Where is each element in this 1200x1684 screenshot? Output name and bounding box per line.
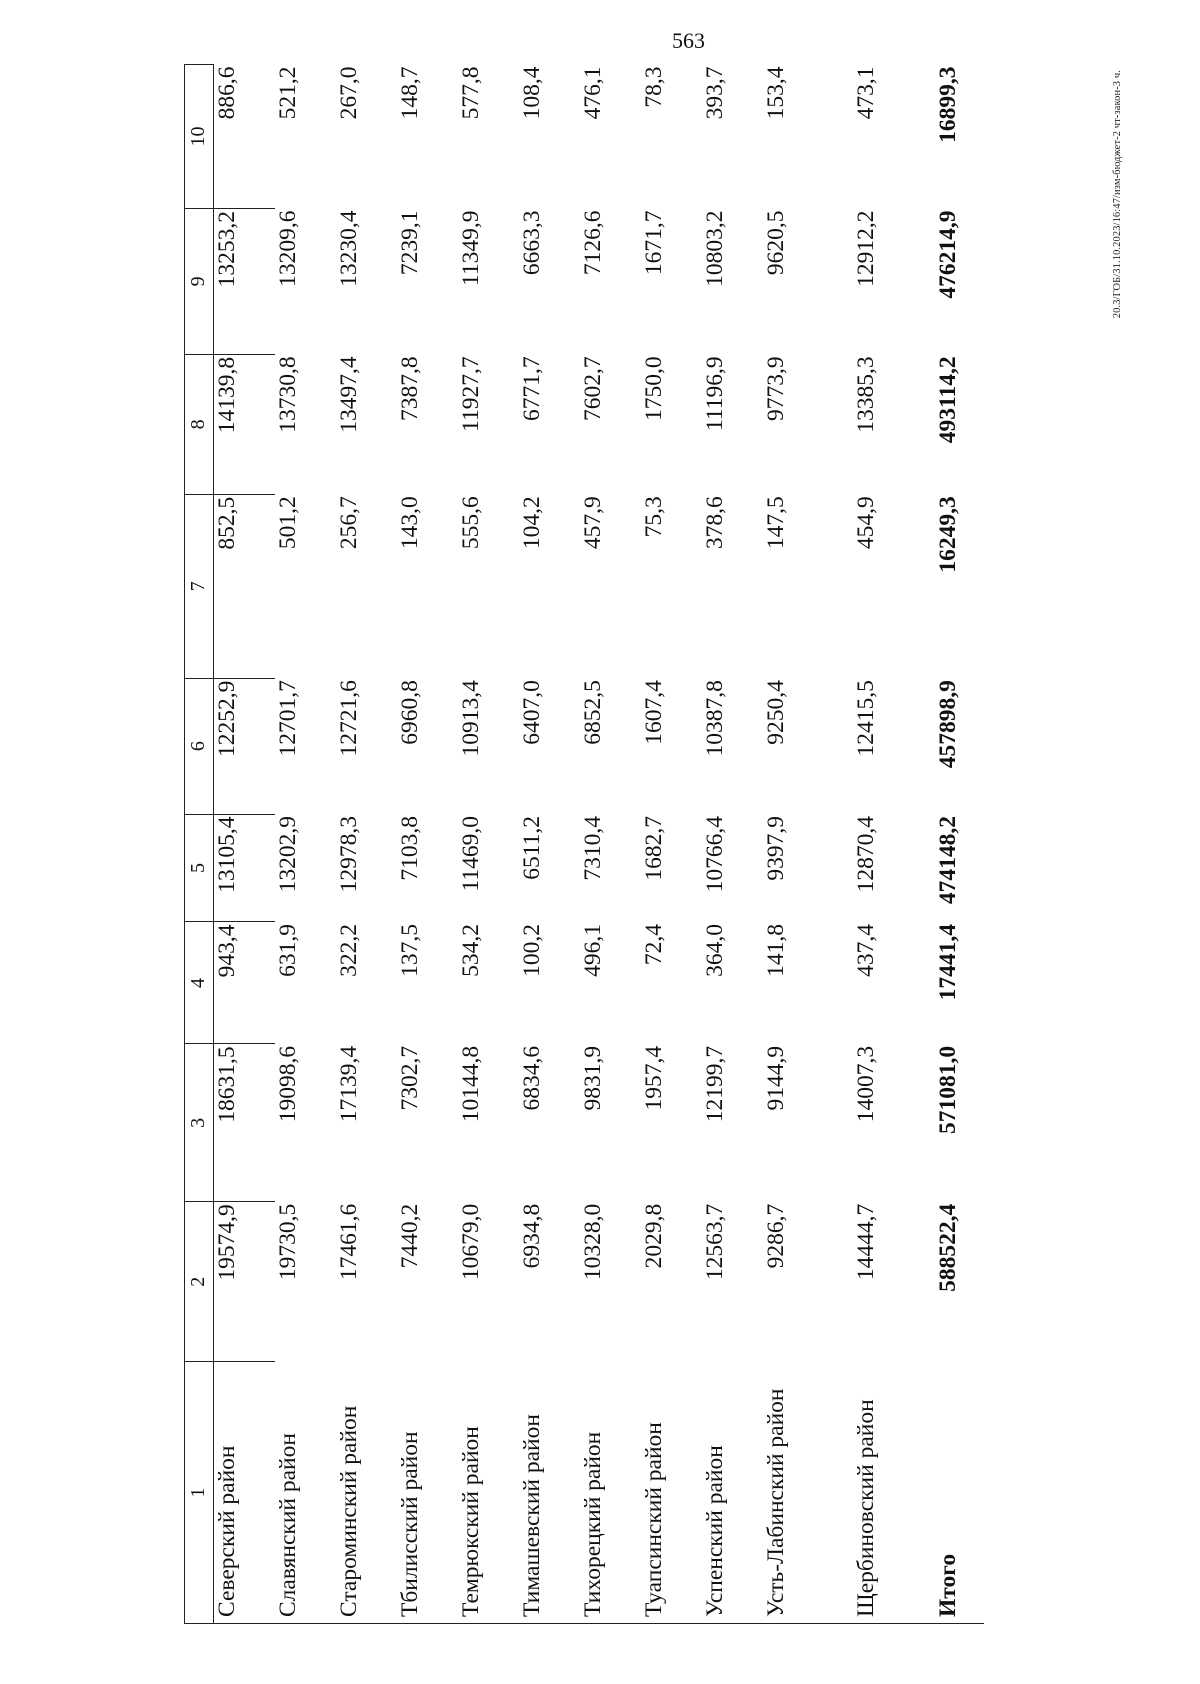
value-cell: 17139,4 [336,1045,362,1123]
value-cell: 7602,7 [580,356,606,421]
total-value-cell: 17441,4 [935,923,962,1001]
value-cell: 18631,5 [214,1044,276,1202]
table-row [580,65,641,1624]
district-name-cell: Тбилисский район [397,1362,458,1624]
value-cell: 6407,0 [519,680,545,745]
value-cell: 473,1 [853,66,879,120]
budget-table-container [184,64,1064,1624]
table-row [214,65,276,1624]
value-cell: 6771,7 [519,356,545,421]
total-value-cell: 16249,3 [935,496,962,573]
value-cell: 1682,7 [641,816,667,881]
value-cell: 12912,2 [853,210,879,287]
total-row [914,65,984,1624]
value-cell: 12978,3 [336,816,362,893]
value-cell: 476,1 [580,66,606,120]
value-cell: 7310,4 [580,816,606,881]
value-cell: 9620,5 [763,210,789,276]
value-cell: 322,2 [336,923,362,977]
value-cell: 13730,8 [275,356,301,433]
value-cell: 104,2 [519,496,545,550]
value-cell: 256,7 [336,496,362,550]
value-cell: 9144,9 [763,1045,789,1111]
value-cell: 11927,7 [458,356,484,432]
column-header-5: 5 [185,814,214,922]
total-value-cell: 493114,2 [935,356,962,444]
table-row [397,65,458,1624]
value-cell: 13105,4 [214,814,276,922]
value-cell: 9831,9 [580,1045,606,1111]
total-value-cell: 16899,3 [935,66,962,143]
value-cell: 7126,6 [580,210,606,276]
value-cell: 6663,3 [519,210,545,276]
value-cell: 12721,6 [336,680,362,757]
value-cell: 9250,4 [763,680,789,745]
total-value-cell: 457898,9 [935,680,962,769]
value-cell: 13385,3 [853,356,879,433]
value-cell: 143,0 [397,496,423,550]
page-number: 563 [672,28,705,53]
value-cell: 1607,4 [641,680,667,745]
value-cell: 12701,7 [275,680,301,757]
value-cell: 137,5 [397,923,423,977]
column-header-2: 2 [185,1202,214,1362]
value-cell: 100,2 [519,923,545,977]
value-cell: 496,1 [580,923,606,977]
value-cell: 14139,8 [214,354,276,494]
value-cell: 148,7 [397,66,423,120]
value-cell: 886,6 [214,65,276,209]
value-cell: 10387,8 [702,680,728,757]
value-cell: 10328,0 [580,1203,606,1281]
value-cell: 521,2 [275,66,301,120]
value-cell: 108,4 [519,66,545,120]
value-cell: 555,6 [458,496,484,550]
table-row [336,65,397,1624]
value-cell: 141,8 [763,923,789,977]
value-cell: 10679,0 [458,1203,484,1281]
value-cell: 2029,8 [641,1203,667,1269]
value-cell: 12199,7 [702,1045,728,1123]
table-header-row [185,65,214,1624]
value-cell: 437,4 [853,923,879,977]
value-cell: 17461,6 [336,1203,362,1281]
total-value-cell: 588522,4 [935,1203,962,1292]
column-header-6: 6 [185,678,214,814]
value-cell: 393,7 [702,66,728,120]
value-cell: 10144,8 [458,1045,484,1123]
value-cell: 6960,8 [397,680,423,745]
column-header-9: 9 [185,208,214,354]
value-cell: 19574,9 [214,1202,276,1362]
column-header-10: 10 [185,65,214,209]
column-header-1: 1 [185,1362,214,1624]
district-name-cell: Щербиновский район [853,1362,914,1624]
table-row [702,65,763,1624]
value-cell: 13253,2 [214,208,276,354]
total-label-cell: Итого [914,1362,984,1624]
document-footer-code: 20.3/ГОБ/31.10.2023/16:47/изм-бюджет-2 чт-закон-3 ч. [1112,70,1123,319]
value-cell: 1957,4 [641,1045,667,1111]
value-cell: 6834,6 [519,1045,545,1111]
value-cell: 19730,5 [275,1203,301,1281]
value-cell: 7239,1 [397,210,423,276]
value-cell: 378,6 [702,496,728,550]
value-cell: 1671,7 [641,210,667,276]
value-cell: 7103,8 [397,816,423,881]
column-header-4: 4 [185,922,214,1044]
table-row [641,65,702,1624]
district-name-cell: Северский район [214,1362,276,1624]
value-cell: 147,5 [763,496,789,550]
value-cell: 7302,7 [397,1045,423,1111]
value-cell: 10803,2 [702,210,728,287]
value-cell: 454,9 [853,496,879,550]
value-cell: 12252,9 [214,678,276,814]
district-name-cell: Славянский район [275,1362,336,1624]
value-cell: 13202,9 [275,816,301,893]
table-row [458,65,519,1624]
table-row [763,65,853,1624]
value-cell: 852,5 [214,494,276,678]
table-row [275,65,336,1624]
value-cell: 364,0 [702,923,728,977]
value-cell: 13497,4 [336,356,362,433]
total-value-cell: 476214,9 [935,210,962,299]
value-cell: 6511,2 [519,816,545,880]
value-cell: 11349,9 [458,210,484,286]
value-cell: 7387,8 [397,356,423,421]
total-value-cell: 474148,2 [935,816,962,905]
district-name-cell: Туапсинский район [641,1362,702,1624]
district-name-cell: Староминский район [336,1362,397,1624]
value-cell: 12415,5 [853,680,879,757]
value-cell: 631,9 [275,923,301,977]
table-row [853,65,914,1624]
value-cell: 6852,5 [580,680,606,745]
value-cell: 12870,4 [853,816,879,893]
table-row [519,65,580,1624]
value-cell: 10766,4 [702,816,728,893]
value-cell: 11196,9 [702,356,728,431]
value-cell: 534,2 [458,923,484,977]
value-cell: 78,3 [641,66,667,108]
value-cell: 9397,9 [763,816,789,881]
value-cell: 19098,6 [275,1045,301,1123]
value-cell: 14007,3 [853,1045,879,1123]
column-header-8: 8 [185,354,214,494]
total-value-cell: 571081,0 [935,1045,962,1135]
value-cell: 7440,2 [397,1203,423,1269]
column-header-7: 7 [185,494,214,678]
column-header-3: 3 [185,1044,214,1202]
value-cell: 13230,4 [336,210,362,287]
district-name-cell: Тихорецкий район [580,1362,641,1624]
value-cell: 943,4 [214,922,276,1044]
value-cell: 72,4 [641,923,667,966]
value-cell: 6934,8 [519,1203,545,1269]
value-cell: 9286,7 [763,1203,789,1269]
value-cell: 11469,0 [458,816,484,892]
value-cell: 267,0 [336,66,362,120]
value-cell: 9773,9 [763,356,789,421]
value-cell: 13209,6 [275,210,301,287]
value-cell: 153,4 [763,66,789,120]
value-cell: 75,3 [641,496,667,538]
budget-table [184,64,984,1624]
value-cell: 14444,7 [853,1203,879,1281]
district-name-cell: Темрюкский район [458,1362,519,1624]
district-name-cell: Успенский район [702,1362,763,1624]
value-cell: 12563,7 [702,1203,728,1281]
value-cell: 457,9 [580,496,606,550]
value-cell: 577,8 [458,66,484,120]
value-cell: 501,2 [275,496,301,550]
value-cell: 10913,4 [458,680,484,757]
value-cell: 1750,0 [641,356,667,421]
district-name-cell: Тимашевский район [519,1362,580,1624]
district-name-cell: Усть-Лабинский район [763,1362,853,1624]
